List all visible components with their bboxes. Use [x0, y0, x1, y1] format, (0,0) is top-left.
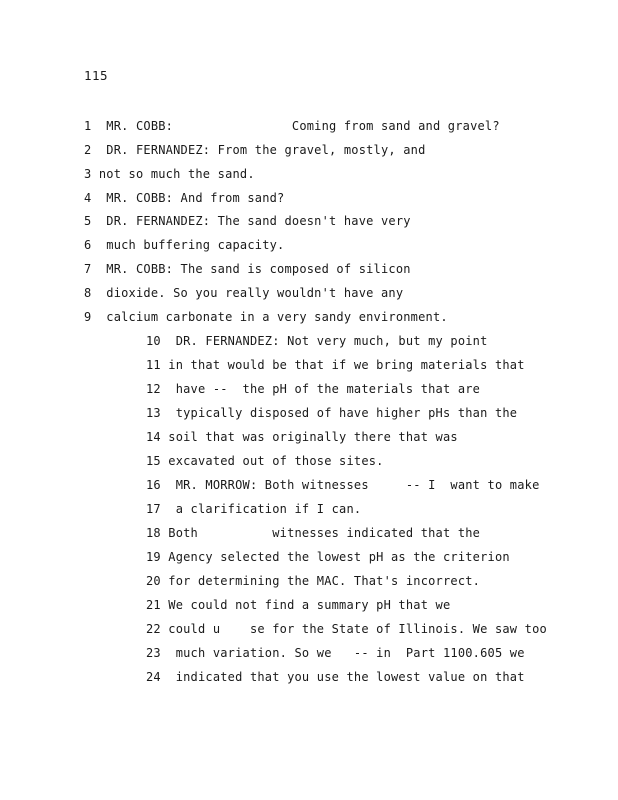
transcript-line: 16 MR. MORROW: Both witnesses -- I want to make	[146, 478, 540, 492]
transcript-line: 7 MR. COBB: The sand is composed of silicon	[84, 262, 411, 276]
transcript-line: 21 We could not find a summary pH that we	[146, 598, 451, 612]
transcript-line: 18 Both witnesses indicated that the	[146, 526, 481, 540]
transcript-line: 6 much buffering capacity.	[84, 238, 285, 252]
transcript-line: 23 much variation. So we -- in Part 1100.605 we	[146, 646, 525, 660]
page-number: 115	[84, 68, 109, 83]
transcript-line: 17 a clarification if I can.	[146, 502, 362, 516]
transcript-line: 15 excavated out of those sites.	[146, 454, 384, 468]
transcript-line: 13 typically disposed of have higher pHs than the	[146, 406, 518, 420]
transcript-line: 3 not so much the sand.	[84, 167, 255, 181]
transcript-line: 10 DR. FERNANDEZ: Not very much, but my point	[146, 334, 488, 348]
transcript-line: 1 MR. COBB: Coming from sand and gravel?	[84, 119, 500, 133]
transcript-line: 20 for determining the MAC. That's incorrect.	[146, 574, 481, 588]
transcript-line: 24 indicated that you use the lowest value on that	[146, 670, 525, 684]
transcript-line: 2 DR. FERNANDEZ: From the gravel, mostly, and	[84, 143, 426, 157]
transcript-line: 22 could u se for the State of Illinois. We saw too	[146, 622, 547, 636]
transcript-line: 12 have -- the pH of the materials that are	[146, 382, 481, 396]
transcript-line: 5 DR. FERNANDEZ: The sand doesn't have very	[84, 214, 411, 228]
transcript-line: 8 dioxide. So you really wouldn't have any	[84, 286, 404, 300]
transcript-line: 14 soil that was originally there that was	[146, 430, 458, 444]
transcript-line: 4 MR. COBB: And from sand?	[84, 191, 285, 205]
transcript-line: 9 calcium carbonate in a very sandy environment.	[84, 310, 448, 324]
transcript-line: 11 in that would be that if we bring materials that	[146, 358, 525, 372]
transcript-line: 19 Agency selected the lowest pH as the criterion	[146, 550, 510, 564]
